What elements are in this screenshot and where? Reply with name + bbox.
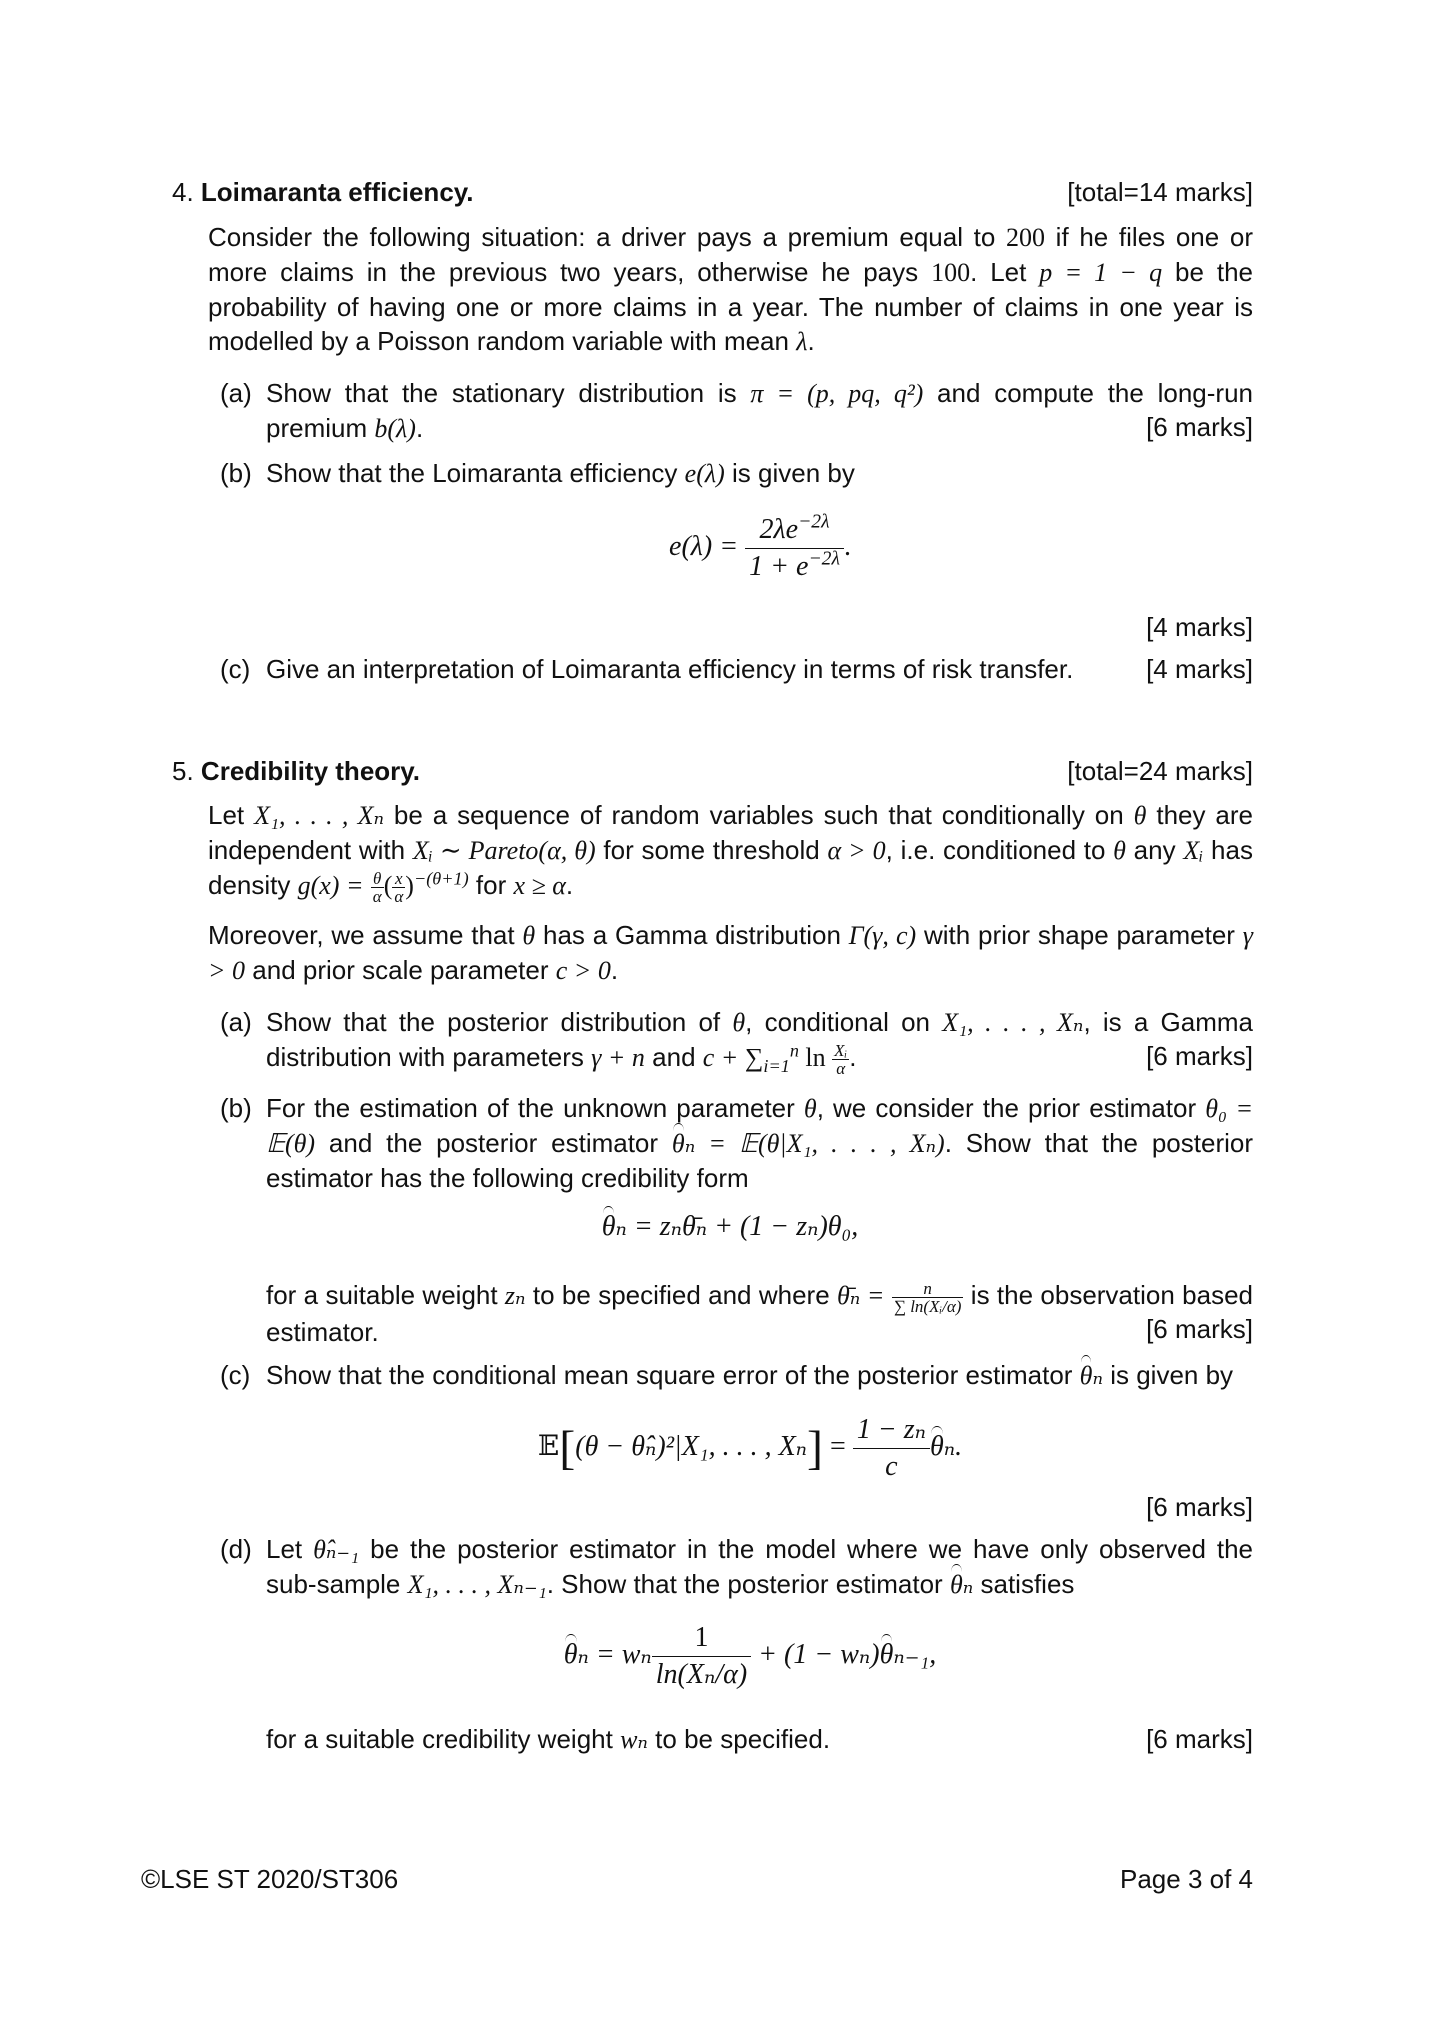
q5-rec-tail: + (1 − wₙ) (751, 1638, 880, 1670)
q5-rec-weight: = wₙ (588, 1638, 652, 1670)
q5-part-a-text: and (644, 1042, 703, 1072)
q4-part-c-text: Give an interpretation of Loimaranta efficiency in terms of risk transfer. (266, 654, 1074, 684)
q5-support: x ≥ α (513, 871, 566, 900)
q5-title: Credibility theory. (200, 756, 421, 786)
q4-intro-text: Consider the following situation: a driver pays a premium equal to (208, 222, 1007, 252)
q5-part-d-text: be the posterior estimator in the model where we have only observed the sub-sample (266, 1534, 1253, 1599)
q5-intro-text: they are independent with (208, 800, 1253, 865)
q5-part-c-text: is given by (1102, 1360, 1234, 1390)
q4-eq-num-exponent: −2λ (798, 511, 830, 533)
q5-credibility-equation: θₙ = zₙθ̄ₙ + (1 − zₙ)θ₀, (601, 1211, 859, 1242)
q5-mse-inner: (θ − θ̂ₙ)²|X₁, . . . , Xₙ (575, 1430, 808, 1462)
q5-part-b-text: . Show that the posterior estimator has the following credibility form (266, 1128, 1254, 1193)
q5-part-c-marks: [6 marks] (1146, 1492, 1253, 1522)
q4-part-a-label: (a) (220, 378, 252, 408)
q5-gamma-dist: Γ(γ, c) (848, 921, 917, 950)
q4-part-a-text: and compute the long-run premium (266, 378, 1253, 443)
q5-part-d-marks: [6 marks] (1146, 1724, 1253, 1754)
q5-credibility-form: = zₙθ̄ₙ + (1 − zₙ)θ₀, (626, 1211, 859, 1242)
q5-prior-text: and prior scale parameter (245, 955, 556, 985)
q4-lambda: λ (796, 327, 808, 356)
q5-part-b-cont (220, 1278, 1253, 1349)
q5-theta: θ (803, 1094, 817, 1123)
q5-part-b-text: is the observation based estimator. (266, 1280, 1253, 1347)
q5-intro-text: any (1125, 835, 1184, 865)
q5-posterior-scale: c + ∑ (702, 1043, 764, 1072)
q5-recursive-equation: θₙ = wₙ $\frac{1}{\text{ln(Xₙ/α)}}$ + (1 − wₙ)θₙ₋₁, (520, 1620, 980, 1693)
q5-c-positive: c > 0 (555, 956, 611, 985)
q4-efficiency-equation (640, 512, 880, 585)
q5-part-d-text: to be specified. (647, 1724, 831, 1754)
q5-subsample: X₁, . . . , Xₙ₋₁ (407, 1570, 547, 1599)
q5-posterior-shape: γ + n (591, 1043, 645, 1072)
q4-p-definition: p = 1 − q (1039, 258, 1163, 287)
q4-part-c (220, 652, 1253, 686)
q5-part-d-text: . Show that the posterior estimator (546, 1569, 950, 1599)
q5-part-b: (b) For the estimation of the unknown parameter θ, we consider the prior estimator θ₀ = 𝔼(θ) and the posterior estimator θₙ = 𝔼(θ|X₁, . . . , Xₙ). Show that the posterior estimator has the following credibility form (220, 1093, 1254, 1193)
q5-part-b-text: for a suitable weight (266, 1280, 505, 1310)
q5-intro-text: has density (208, 835, 1253, 900)
q5-pareto: Xᵢ ∼ Pareto(α, θ) (412, 836, 596, 865)
q5-prior (208, 918, 1253, 988)
q5-part-d-text: for a suitable credibility weight (266, 1724, 621, 1754)
q5-obs-den: ∑ ln(Xᵢ/α) (893, 1296, 962, 1316)
q5-intro-text: . (565, 870, 574, 900)
q4-part-a (220, 376, 1253, 446)
q5-cred-weight: wₙ (620, 1725, 648, 1754)
q5-part-b-text: to be specified and where (525, 1280, 838, 1310)
q5-weight: zₙ (504, 1281, 526, 1310)
q5-prior-text: with prior shape parameter (916, 920, 1243, 950)
q4-part-a-text: Show that the stationary distribution is (266, 378, 751, 408)
q5-intro-text: , i.e. conditioned to (885, 835, 1114, 865)
q5-xi: Xᵢ (1183, 836, 1204, 865)
q5-part-a: (a) Show that the posterior distribution of θ, conditional on X₁, . . . , Xₙ, is a Gamma distribution with parameters γ + n and $c + \sum_{i=1}^n$ ln $\frac{\text{Xᵢ}}{\alpha}$ . [6 marks] (220, 1007, 1254, 1078)
q5-rec-den: ln(Xₙ/α) (655, 1659, 748, 1690)
q5-part-a-text: Show that the posterior distribution of (266, 1007, 733, 1037)
q5-part-a-text: , is a Gamma distribution with parameters (266, 1007, 1254, 1072)
q5-part-b-text: , we consider the prior estimator (816, 1093, 1206, 1123)
q4-part-c-marks: [4 marks] (1146, 654, 1253, 684)
q5-prior-text: Moreover, we assume that (208, 920, 523, 950)
q4-heading (172, 175, 1253, 209)
q4-stationary-distribution: π = (p, pq, q²) (750, 379, 924, 408)
q5-ln: ln (798, 1043, 833, 1072)
q5-mse-num: 1 − zₙ (853, 1412, 930, 1449)
footer-copyright: ©LSE ST 2020/ST306 (141, 1864, 399, 1894)
q4-eq-denominator: 1 + e (749, 551, 809, 582)
q5-mse-den: c (885, 1451, 898, 1482)
q4-premium-low: 100 (931, 258, 971, 287)
q5-intro: Let X₁, . . . , Xₙ be a sequence of random variables such that conditionally on θ they are independent with Xᵢ ∼ Pareto(α, θ) for some threshold α > 0, i.e. conditioned to θ any Xᵢ has density g(x) = $\frac{\theta}{\alpha}$ ( $\frac{x}{\alpha}$ )$^{-(\theta+1)}$ for x ≥ α. (208, 800, 1253, 906)
q4-premium-high: 200 (1006, 223, 1046, 252)
q4-part-b-text: Show that the Loimaranta efficiency (266, 458, 685, 488)
q5-gamma-positive: γ > 0 (208, 921, 1253, 985)
q5-part-d: (d) Let θ̂ₙ₋₁ be the posterior estimator in the model where we have only observed the sub-sample X₁, . . . , Xₙ₋₁. Show that the posterior estimator θₙ satisfies (220, 1532, 1253, 1602)
q5-part-b-text: and the posterior estimator (315, 1128, 672, 1158)
q5-observation-estimator: θ̄ₙ = (837, 1281, 885, 1310)
q5-theta: θ (1113, 836, 1126, 865)
q4-part-b (220, 456, 1253, 491)
q5-part-d-cont (220, 1722, 1253, 1757)
q4-part-b-label: (b) (220, 458, 252, 488)
q4-long-run-premium: b(λ) (374, 414, 416, 443)
q4-intro-text: . (807, 326, 815, 356)
q4-intro-text: if he files one or more claims in the previous two years, otherwise he pays (208, 222, 1253, 287)
q5-number: 5. (172, 756, 194, 786)
q5-expectation: 𝔼 (537, 1430, 560, 1462)
q4-intro-text: . Let (970, 257, 1040, 287)
q4-part-a-text: . (415, 413, 424, 443)
q4-part-b-text: is given by (724, 458, 855, 488)
q5-theta: θ (732, 1008, 746, 1037)
q5-obs-num: n (892, 1280, 964, 1298)
q4-eq-numerator: 2λe (759, 514, 799, 545)
q5-theta: θ (1133, 801, 1147, 830)
q5-part-b-marks: [6 marks] (1146, 1314, 1253, 1344)
q4-eq-end: . (843, 530, 851, 562)
q5-part-a-marks: [6 marks] (1146, 1041, 1253, 1071)
q5-part-d-text: Let (266, 1534, 314, 1564)
q5-intro-text: for (468, 870, 514, 900)
q5-posterior-estimator: = 𝔼(θ|X₁, . . . , Xₙ) (695, 1129, 945, 1158)
q5-intro-text: for some threshold (595, 835, 828, 865)
q5-sample: X₁, . . . , Xₙ (254, 801, 384, 830)
q5-part-c-label: (c) (220, 1360, 251, 1390)
q5-prev-posterior: θ̂ₙ₋₁ (313, 1535, 360, 1564)
q5-density-exponent: −(θ+1) (413, 868, 469, 889)
q5-part-a-text: , conditional on (745, 1007, 943, 1037)
q5-intro-text: be a sequence of random variables such that conditionally on (384, 800, 1134, 830)
q5-part-b-label: (b) (220, 1093, 252, 1123)
q4-part-b-marks: [4 marks] (1146, 612, 1253, 642)
q4-eq-den-exponent: −2λ (808, 548, 840, 570)
q5-part-c: (c) Show that the conditional mean square error of the posterior estimator θₙ is given by (220, 1358, 1253, 1393)
q5-sample: X₁, . . . , Xₙ (942, 1008, 1084, 1037)
q5-part-d-text: satisfies (973, 1569, 1075, 1599)
q5-part-c-text: Show that the conditional mean square error of the posterior estimator (266, 1360, 1080, 1390)
q5-density-lhs: g(x) = (297, 871, 364, 900)
q5-prior-text: has a Gamma distribution (535, 920, 849, 950)
q4-eq-lhs: e(λ) = (669, 530, 739, 562)
q5-theta: θ (522, 921, 536, 950)
q5-part-a-label: (a) (220, 1007, 252, 1037)
q5-prior-estimator: θ₀ = 𝔼(θ) (266, 1094, 1254, 1158)
q5-intro-text: Let (208, 800, 255, 830)
q5-part-a-text: . (849, 1042, 857, 1072)
q4-part-c-label: (c) (220, 654, 251, 684)
q5-rec-num: 1 (652, 1620, 751, 1657)
q4-part-a-marks: [6 marks] (1146, 412, 1253, 442)
q4-total-marks: [total=14 marks] (1067, 177, 1253, 207)
q5-heading (172, 754, 1253, 788)
q4-title: Loimaranta efficiency. (200, 177, 474, 207)
q4-efficiency-symbol: e(λ) (684, 459, 725, 488)
footer-page-number: Page 3 of 4 (1120, 1864, 1253, 1894)
q5-prior-text: . (610, 955, 619, 985)
q4-intro (208, 220, 1253, 359)
q5-alpha-positive: α > 0 (827, 836, 886, 865)
q5-part-b-text: For the estimation of the unknown parameter (266, 1093, 804, 1123)
q4-number: 4. (172, 177, 194, 207)
q5-part-d-label: (d) (220, 1534, 252, 1564)
q5-mse-equation: 𝔼[(θ − θ̂ₙ)²|X₁, . . . , Xₙ] = $\frac{\text{1 − zₙ}}{c}$ θₙ. (520, 1412, 980, 1485)
q4-intro-text: be the probability of having one or more claims in a year. The number of claims in one year is modelled by a Poisson random variable with mean (208, 257, 1253, 356)
q5-total-marks: [total=24 marks] (1067, 756, 1253, 786)
